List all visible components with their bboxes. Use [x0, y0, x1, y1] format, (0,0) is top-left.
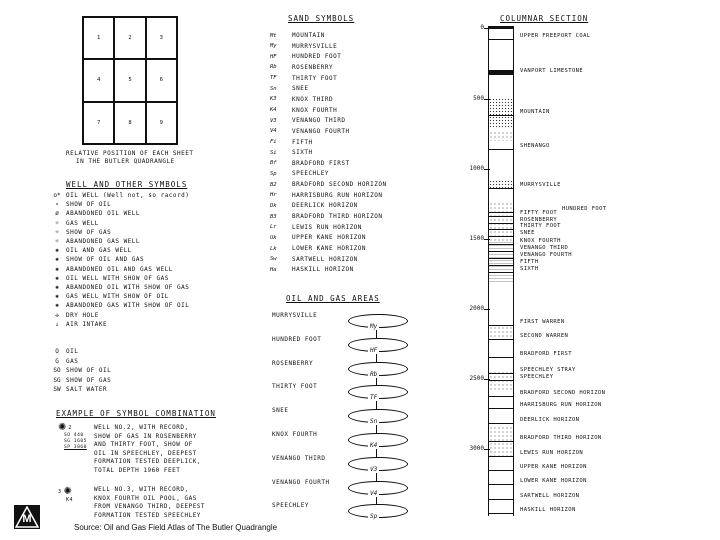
- example-well2-symbol: [58, 422, 92, 451]
- layer-boundary: [489, 216, 513, 217]
- sand-label: SIXTH: [292, 149, 313, 157]
- well-symbol-row: [48, 265, 173, 274]
- abbrev-row: [48, 385, 107, 394]
- well-symbol-row: [48, 209, 140, 218]
- example-text-line: OIL IN SPEECHLEY, DEEPEST: [94, 449, 197, 457]
- well-symbol-row: [48, 246, 132, 255]
- well-symbol-label: AIR INTAKE: [66, 320, 108, 328]
- layer-label: SECOND WARREN: [520, 333, 569, 339]
- layer-boundary: [489, 380, 513, 381]
- layer-boundary: [489, 339, 513, 340]
- well-symbol-row: [48, 320, 107, 329]
- layer-boundary: [489, 188, 513, 189]
- well-mark: SG 1605: [64, 439, 87, 444]
- grid-caption-line2: IN THE BUTLER QUADRANGLE: [76, 158, 175, 165]
- sand-code: Sp: [270, 170, 277, 177]
- depth-label: 1500: [469, 235, 484, 242]
- source-caption: Source: Oil and Gas Field Atlas of The Butler Quadrangle: [74, 523, 278, 532]
- abbrev-label: OIL: [66, 348, 79, 355]
- abbrev-label: SHOW OF OIL: [66, 367, 112, 374]
- layer-label: VANPORT LIMESTONE: [520, 68, 584, 74]
- layer-label: SARTWELL HORIZON: [520, 493, 580, 499]
- depth-label: 2000: [469, 305, 484, 312]
- abbrev-row: [48, 376, 111, 385]
- well-symbol-label: OIL AND GAS WELL: [66, 247, 132, 255]
- area-label: KNOX FOURTH: [272, 431, 318, 438]
- layer-boundary: [489, 236, 513, 237]
- well-symbol-icon: ✺: [55, 293, 59, 301]
- sand-symbol-row: [270, 265, 354, 274]
- area-label: SPEECHLEY: [272, 502, 310, 510]
- sand-symbol-row: [270, 212, 382, 221]
- area-code: Rb: [370, 370, 378, 378]
- area-code: V4: [370, 489, 378, 497]
- abbrev-code: G: [55, 357, 59, 365]
- layer-label: FIFTY FOOT: [520, 210, 558, 216]
- area-code: My: [370, 323, 378, 330]
- area-label: SNEE: [272, 407, 289, 415]
- sand-label: BRADFORD FIRST: [292, 159, 350, 167]
- well-symbol-icon: ☼: [55, 228, 59, 236]
- example-well2-text: [94, 424, 201, 475]
- well-symbol-row: [48, 283, 189, 292]
- area-code: Sn: [370, 418, 378, 426]
- layer-label: VENANGO FOURTH: [520, 252, 572, 258]
- logo: [14, 505, 40, 529]
- example-text-line: FORMATION TESTED DEEPLICK,: [94, 458, 201, 465]
- columnar-title: COLUMNAR SECTION: [500, 14, 589, 23]
- sand-symbol-row: [270, 255, 358, 264]
- sand-symbol-row: [270, 106, 337, 115]
- sand-symbol-row: [270, 52, 341, 61]
- well-symbol-icon: o*: [53, 192, 61, 199]
- layer-label: SIXTH: [520, 266, 539, 272]
- sand-label: BRADFORD THIRD HORIZON: [292, 213, 383, 221]
- layer-label: ROSENBERRY: [520, 217, 558, 223]
- layer-boundary: [489, 149, 513, 150]
- layer-boundary: [489, 39, 513, 40]
- layer-label: LOWER KANE HORIZON: [520, 478, 587, 484]
- sand-code: My: [270, 43, 277, 50]
- well-symbol-label: SHOW OF OIL AND GAS: [66, 256, 145, 264]
- sand-symbol-row: [270, 148, 313, 157]
- depth-tick: [484, 309, 490, 310]
- sand-code: V3: [270, 117, 277, 124]
- example-text-line: WELL NO.3, WITH RECORD,: [94, 486, 189, 493]
- area-code: HF: [370, 346, 378, 354]
- layer-boundary: [489, 396, 513, 397]
- abbrev-code: SO: [53, 367, 61, 374]
- layer-label: KNOX FOURTH: [520, 238, 561, 244]
- grid-cell: 8: [114, 102, 145, 144]
- layer-boundary: [489, 251, 513, 252]
- example-text-line: FORMATION TESTED SPEECHLEY: [94, 511, 201, 519]
- example-well3-text: [94, 486, 205, 520]
- sand-code: Lk: [270, 245, 277, 252]
- sandstone-pattern: [489, 131, 513, 141]
- example-text-line: TOTAL DEPTH 1960 FEET: [94, 466, 181, 474]
- layer-label: SNEE: [520, 230, 535, 236]
- well-symbol-icon: ✺: [55, 247, 59, 255]
- layer-label: UPPER KANE HORIZON: [520, 464, 587, 470]
- abbrev-row: [48, 357, 78, 366]
- sand-code: B2: [270, 181, 277, 188]
- layer-boundary: [489, 357, 513, 358]
- logo-letter: M: [22, 513, 32, 525]
- depth-tick: [484, 99, 490, 100]
- layer-label: DEERLICK HORIZON: [520, 417, 580, 423]
- sand-label: KNOX FOURTH: [292, 106, 338, 114]
- sand-symbol-row: [270, 233, 366, 242]
- quadrangle-grid: [82, 16, 178, 145]
- well-symbol-icon: ✺: [55, 265, 59, 273]
- sand-label: KNOX THIRD: [292, 95, 334, 103]
- layer-boundary: [489, 258, 513, 259]
- sand-symbol-row: [270, 180, 387, 189]
- sand-symbol-row: [270, 74, 337, 83]
- well-symbol-label: ABANDONED GAS WELL: [66, 238, 141, 245]
- well-symbol-row: [48, 255, 144, 264]
- sand-symbol-row: [270, 223, 362, 232]
- sand-symbol-row: [270, 95, 333, 104]
- layer-boundary: [489, 115, 513, 116]
- layer-label: LEWIS RUN HORIZON: [520, 450, 584, 456]
- layer-boundary: [489, 272, 513, 273]
- layer-label: UPPER FREEPORT COAL: [520, 33, 591, 39]
- grid-cell: 7: [83, 102, 114, 144]
- abbrev-label: SALT WATER: [66, 386, 108, 393]
- well-symbol-icon: ✺: [55, 284, 59, 291]
- oil-gas-well-icon: ✺: [63, 486, 72, 497]
- areas-title: OIL AND GAS AREAS: [286, 294, 380, 303]
- layer-label: HARRISBURG RUN HORIZON: [520, 402, 602, 408]
- well-mark: K4: [66, 497, 74, 503]
- well-symbol-icon: ✺: [55, 274, 59, 282]
- well-symbol-row: [48, 191, 189, 200]
- sand-label: ROSENBERRY: [292, 63, 334, 71]
- layer-label: BRADFORD FIRST: [520, 351, 572, 357]
- well-number: 2: [68, 424, 72, 431]
- layer-label: SHENANGO: [520, 143, 550, 149]
- layer-label: BRADFORD THIRD HORIZON: [520, 435, 602, 441]
- layer-boundary: [489, 223, 513, 224]
- sand-label: HASKILL HORIZON: [292, 266, 354, 274]
- layer-label: BRADFORD SECOND HORIZON: [520, 390, 606, 396]
- well-symbol-label: SHOW OF GAS: [66, 228, 112, 236]
- sand-symbol-row: [270, 244, 366, 253]
- sand-symbol-row: [270, 84, 308, 93]
- well-symbol-label: OIL WELL WITH SHOW OF GAS: [66, 274, 169, 282]
- grid-cell: 9: [146, 102, 177, 144]
- well-symbol-row: [48, 219, 99, 228]
- layer-boundary: [489, 212, 513, 213]
- sand-label: HUNDRED FOOT: [292, 53, 342, 61]
- sand-code: Si: [270, 149, 277, 156]
- layer-label: VENANGO THIRD: [520, 245, 569, 251]
- abbrev-row: [48, 366, 111, 375]
- layer-label: MOUNTAIN: [520, 109, 550, 115]
- area-label: THIRTY FOOT: [272, 383, 318, 391]
- sand-code: K3: [270, 96, 277, 103]
- sand-label: VENANGO FOURTH: [292, 127, 350, 135]
- sand-symbol-row: [270, 191, 382, 200]
- well-mark: SO 440: [64, 433, 84, 438]
- depth-label: 500: [473, 95, 484, 102]
- sand-symbol-row: [270, 63, 333, 72]
- sand-label: SNEE: [292, 85, 309, 93]
- depth-tick: [484, 169, 490, 170]
- well-symbol-icon: ∘: [55, 201, 59, 209]
- sand-code: Bf: [270, 160, 277, 167]
- well-symbol-row: [48, 311, 99, 320]
- layer-label: SPEECHLEY STRAY: [520, 367, 576, 373]
- example-text-line: KNOX FOURTH OIL POOL, GAS: [94, 494, 197, 502]
- layer-label: MURRYSVILLE: [520, 182, 561, 188]
- example-text-line: SHOW OF GAS IN ROSENBERRY: [94, 432, 197, 440]
- sand-label: FIFTH: [292, 138, 313, 146]
- well-symbol-icon: ✺: [55, 302, 59, 310]
- area-row: [270, 502, 430, 530]
- well-symbol-icon: ↓: [55, 320, 59, 328]
- well-symbol-icon: ☼: [55, 238, 59, 245]
- layer-boundary: [489, 325, 513, 326]
- sand-code: Rb: [270, 64, 277, 71]
- sand-code: Dk: [270, 202, 277, 209]
- well-symbol-row: [48, 200, 111, 209]
- sand-code: Fi: [270, 139, 277, 145]
- columnar-column: [488, 26, 514, 516]
- coal-bed: [489, 26, 513, 29]
- grid-cell: 2: [114, 17, 145, 59]
- sand-symbol-row: [270, 201, 358, 210]
- sand-code: Sn: [270, 85, 277, 92]
- depth-tick: [484, 239, 490, 240]
- well-symbol-row: [48, 301, 189, 310]
- layer-boundary: [489, 513, 513, 514]
- layer-label: THIRTY FOOT: [520, 223, 561, 229]
- example-text-line: FROM VENANGO THIRD, DEEPEST: [94, 503, 206, 510]
- layer-boundary: [489, 229, 513, 230]
- sand-label: SARTWELL HORIZON: [292, 255, 358, 263]
- well-symbol-label: ABANDONED OIL AND GAS WELL: [66, 265, 173, 273]
- well-symbol-row: [48, 237, 140, 246]
- area-label: ROSENBERRY: [272, 359, 314, 367]
- well-symbol-row: [48, 228, 111, 237]
- depth-label: 3000: [469, 445, 484, 452]
- layer-boundary: [489, 74, 513, 75]
- gas-well-icon: ✺: [58, 422, 67, 433]
- sand-code: Ha: [270, 266, 277, 273]
- example-text-line: AND THIRTY FOOT, SHOW OF: [94, 441, 193, 448]
- example-text-line: WELL NO.2, WITH RECORD,: [94, 424, 189, 431]
- layer-boundary: [489, 484, 513, 485]
- area-code: V3: [370, 465, 378, 473]
- sand-code: Lr: [270, 224, 277, 231]
- abbrev-code: SW: [53, 386, 61, 393]
- sand-label: SPEECHLEY: [292, 170, 330, 178]
- abbrev-label: SHOW OF GAS: [66, 376, 112, 384]
- sand-code: K4: [270, 107, 277, 114]
- layer-label: SPEECHLEY: [520, 374, 554, 380]
- sand-label: THIRTY FOOT: [292, 74, 338, 82]
- grid-cell: 6: [146, 59, 177, 101]
- well-symbol-row: [48, 292, 169, 301]
- abbrev-code: SG: [53, 376, 61, 384]
- layer-boundary: [489, 244, 513, 245]
- area-code: K4: [370, 442, 378, 449]
- shale-pattern: [489, 242, 513, 282]
- well-symbol-icon: ☼: [55, 219, 59, 227]
- area-label: VENANGO FOURTH: [272, 478, 330, 486]
- well-symbol-icon: ✣: [55, 311, 59, 319]
- grid-cell: 1: [83, 17, 114, 59]
- sand-label: VENANGO THIRD: [292, 117, 346, 125]
- well-symbol-row: [48, 274, 169, 283]
- sand-symbol-row: [270, 116, 345, 125]
- well-symbol-label: GAS WELL WITH SHOW OF OIL: [66, 293, 169, 301]
- well-symbol-icon: ✺: [55, 256, 59, 264]
- abbrev-row: [48, 347, 78, 356]
- layer-boundary: [489, 265, 513, 266]
- well-symbol-label: ABANDONED OIL WELL: [66, 210, 141, 218]
- sand-label: BRADFORD SECOND HORIZON: [292, 181, 387, 189]
- sandstone-pattern: [489, 371, 513, 391]
- well-symbols-title: WELL AND OTHER SYMBOLS: [66, 180, 188, 189]
- sand-code: V4: [270, 128, 277, 135]
- depth-tick: [484, 379, 490, 380]
- depth-label: 1000: [469, 165, 484, 172]
- layer-label: FIFTH: [520, 259, 539, 265]
- sand-label: DEERLICK HORIZON: [292, 202, 358, 210]
- sand-code: Mt: [270, 32, 277, 39]
- sandstone-pattern: [489, 326, 513, 338]
- well-symbol-label: GAS WELL: [66, 219, 99, 227]
- well-symbol-label: OIL WELL (Well not, so racord): [66, 192, 190, 199]
- layer-boundary: [489, 373, 513, 374]
- sand-symbol-row: [270, 169, 329, 178]
- sand-code: HF: [270, 53, 277, 60]
- sand-label: MOUNTAIN: [292, 32, 325, 39]
- sand-code: Sw: [270, 256, 277, 263]
- well-symbol-label: ABANDONED OIL WITH SHOW OF GAS: [66, 284, 190, 291]
- area-label: HUNDRED FOOT: [272, 335, 322, 343]
- sand-label: UPPER KANE HORIZON: [292, 234, 367, 242]
- area-label: MURRYSVILLE: [272, 312, 318, 319]
- sand-symbol-row: [270, 138, 313, 147]
- well-symbol-label: DRY HOLE: [66, 311, 99, 319]
- sand-code: Uk: [270, 234, 277, 241]
- layer-boundary: [489, 470, 513, 471]
- well-mark: SP 3860: [64, 445, 87, 450]
- grid-cell: 5: [114, 59, 145, 101]
- sand-code: TF: [270, 75, 277, 82]
- grid-cell: 4: [83, 59, 114, 101]
- sand-symbol-row: [270, 31, 325, 40]
- sand-label: HARRISBURG RUN HORIZON: [292, 191, 383, 199]
- area-code: TF: [370, 394, 378, 402]
- depth-label: 2500: [469, 375, 484, 382]
- layer-boundary: [489, 499, 513, 500]
- sand-code: B3: [270, 213, 277, 220]
- sand-label: MURRYSVILLE: [292, 42, 338, 50]
- well-symbol-icon: ø: [55, 210, 59, 218]
- example-title: EXAMPLE OF SYMBOL COMBINATION: [56, 409, 216, 418]
- layer-boundary: [489, 441, 513, 442]
- area-code: Sp: [370, 513, 378, 521]
- layer-boundary: [489, 408, 513, 409]
- well-number: 3: [58, 488, 62, 495]
- sandstone-pattern: [489, 98, 513, 128]
- layer-label: HASKILL HORIZON: [520, 507, 576, 513]
- well-symbol-label: SHOW OF OIL: [66, 201, 112, 209]
- depth-tick: [484, 449, 490, 450]
- layer-label: HUNDRED FOOT: [562, 206, 607, 212]
- sand-symbol-row: [270, 127, 350, 136]
- layer-boundary: [489, 456, 513, 457]
- sand-label: LOWER KANE HORIZON: [292, 245, 367, 252]
- sand-code: Hr: [270, 192, 277, 199]
- sand-symbol-row: [270, 42, 337, 51]
- abbrev-label: GAS: [66, 357, 79, 365]
- sand-symbol-row: [270, 159, 350, 168]
- sand-label: LEWIS RUN HORIZON: [292, 223, 362, 231]
- layer-boundary: [489, 423, 513, 424]
- abbrev-code: O: [55, 348, 59, 355]
- sand-symbols-title: SAND SYMBOLS: [288, 14, 355, 23]
- example-well3-symbol: [58, 486, 92, 503]
- grid-caption-line1: RELATIVE POSITION OF EACH SHEET: [66, 150, 194, 157]
- area-label: VENANGO THIRD: [272, 454, 326, 462]
- well-symbol-label: ABANDONED GAS WITH SHOW OF OIL: [66, 302, 190, 310]
- depth-tick: [484, 28, 490, 29]
- grid-cell: 3: [146, 17, 177, 59]
- depth-label: 0: [480, 24, 484, 31]
- layer-label: FIRST WARREN: [520, 319, 565, 325]
